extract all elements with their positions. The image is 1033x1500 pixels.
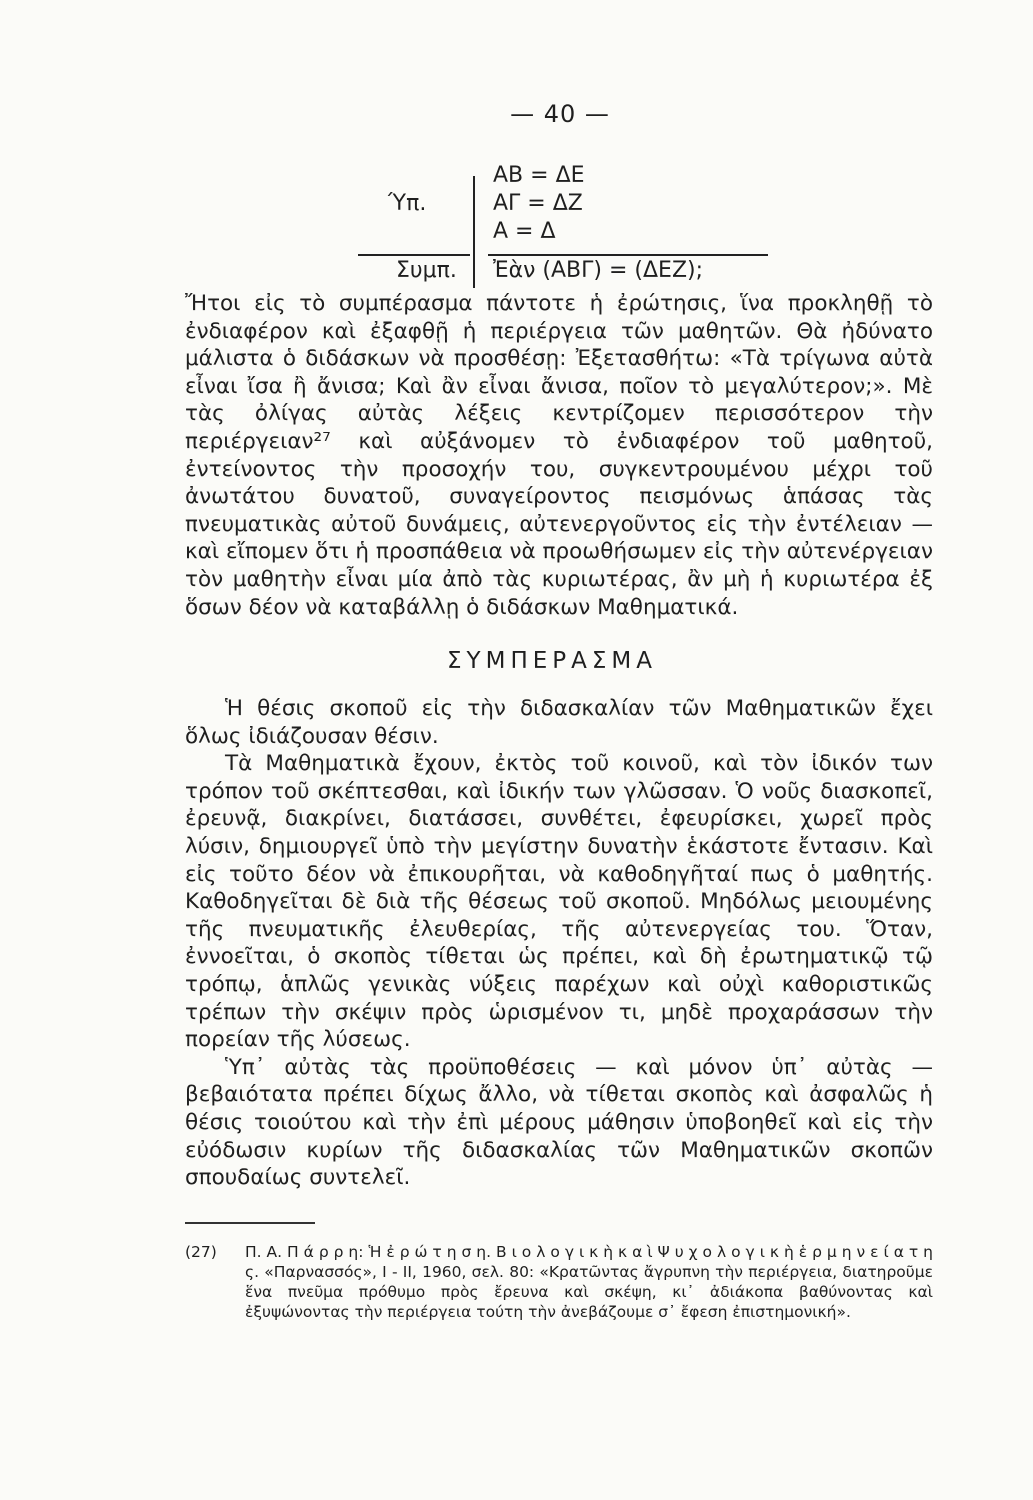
proof-vertical-rule <box>473 176 475 288</box>
conclusion-label: Συμπ. <box>396 258 457 283</box>
conclusion: Ἐὰν (ΑΒΓ) = (ΔΕΖ); <box>493 258 704 283</box>
hypothesis-1: ΑΒ = ΔΕ <box>493 163 585 188</box>
footnote <box>185 1242 933 1322</box>
body-text-lower <box>185 695 933 1192</box>
proof-divider-left <box>358 254 470 256</box>
section-title: ΣΥΜΠΕΡΑΣΜΑ <box>447 648 657 674</box>
body-text-upper <box>185 290 933 621</box>
proof-divider-right <box>488 254 768 256</box>
paragraph-3: Τὰ Μαθηματικὰ ἔχουν, ἐκτὸς τοῦ κοινοῦ, καὶ τὸν ἰδικόν των τρόπον τοῦ σκέπτεσθαι, καὶ ἰδικήν των γλῶσσαν. Ὁ νοῦς διασκοπεῖ, ἐρευνᾷ, διακρίνει, διατάσσει, συνθέτει, ἐφευρίσκει, χωρεῖ πρὸς λύσιν, δημιουργεῖ ὑπὸ τὴν μεγίστην δυνατὴν ἑκάστοτε ἔντασιν. Καὶ εἰς τοῦτο δέον νὰ ἐπικουρῆται, νὰ καθοδηγῆταί πως ὁ μαθητής. Καθοδηγεῖται δὲ διὰ τῆς θέσεως τοῦ σκοποῦ. Μηδόλως μειουμένης τῆς πνευματικῆς ἐλευθερίας, τῆς αὐτενεργείας του. Ὅταν, ἐννοεῖται, ὁ σκοπὸς τίθεται ὡς πρέπει, καὶ δὴ ἐρωτηματικῷ τῷ τρόπῳ, ἁπλῶς γενικὰς νύξεις παρέχων καὶ οὐχὶ καθοριστικῶς τρέπων τὴν σκέψιν πρὸς ὡρισμένον τι, μηδὲ προχαράσσων τὴν πορείαν τῆς λύσεως. <box>185 751 933 1053</box>
proof-table <box>358 158 918 293</box>
page-number: — 40 — <box>510 100 610 128</box>
footnote-number: (27) <box>185 1243 217 1261</box>
hypothesis-2: ΑΓ = ΔΖ <box>493 191 583 216</box>
paragraph-1: Ἤτοι εἰς τὸ συμπέρασμα πάντοτε ἡ ἐρώτησις, ἵνα προκληθῇ τὸ ἐνδιαφέρον καὶ ἐξαφθῇ ἡ περιέργεια τῶν μαθητῶν. Θὰ ἠδύνατο μάλιστα ὁ διδάσκων νὰ προσθέσῃ: Ἐξετασθήτω: «Τὰ τρίγωνα αὐτὰ εἶναι ἴσα ἢ ἄνισα; Καὶ ἂν εἶναι ἄνισα, ποῖον τὸ μεγαλύτερον;». Μὲ τὰς ὀλίγας αὐτὰς λέξεις κεντρίζομεν περισσότερον τὴν περιέργειαν²⁷ καὶ αὐξάνομεν τὸ ἐνδιαφέρον τοῦ μαθητοῦ, ἐντείνοντος τὴν προσοχήν του, συγκεντρουμένου μέχρι τοῦ ἀνωτάτου δυνατοῦ, συναγείροντος πεισμόνως ἁπάσας τὰς πνευματικὰς αὐτοῦ δυνάμεις, αὐτενεργοῦντος εἰς τὴν ἐντέλειαν — καὶ εἴπομεν ὅτι ἡ προσπάθεια νὰ προωθήσωμεν εἰς τὴν αὐτενέργειαν τὸν μαθητὴν εἶναι μία ἀπὸ τὰς κυριωτέρας, ἂν μὴ ἡ κυριωτέρα ἐξ ὅσων δέον νὰ καταβάλλῃ ὁ διδάσκων Μαθηματικά. <box>185 291 933 620</box>
footnote-rule <box>185 1222 315 1224</box>
hypothesis-3: Α = Δ <box>493 219 556 244</box>
paragraph-4: Ὑπ᾽ αὐτὰς τὰς προϋποθέσεις — καὶ μόνον ὑπ᾽ αὐτὰς — βεβαιότατα πρέπει δίχως ἄλλο, νὰ τίθεται σκοπὸς καὶ ἀσφαλῶς ἡ θέσις τοιούτου καὶ τὴν ἐπὶ μέρους μάθησιν ὑποβοηθεῖ καὶ εἰς τὴν εὐόδωσιν κυρίων τῆς διδασκαλίας τῶν Μαθηματικῶν σκοπῶν σπουδαίως συντελεῖ. <box>185 1054 933 1191</box>
paragraph-2: Ἡ θέσις σκοποῦ εἰς τὴν διδασκαλίαν τῶν Μαθηματικῶν ἔχει ὅλως ἰδιάζουσαν θέσιν. <box>185 696 933 749</box>
footnote-text: Π. Α. Π ά ρ ρ η: Ἡ ἐ ρ ώ τ η σ η. Β ι ο λ ο γ ι κ ὴ κ α ὶ Ψ υ χ ο λ ο γ ι κ ὴ ἑ ρ μ η ν ε ί α τ η ς. «Παρνασσός», Ι - ΙΙ, 1960, σελ. 80: «Κρατῶντας ἄγρυπνη τὴν περιέργεια, διατηροῦμε ἕνα πνεῦμα πρόθυμο πρὸς ἔρευνα καὶ σκέψη, κι᾽ ἀδιάκοπα βαθύνοντας καὶ ἐξυψώνοντας τὴν περιέργεια τούτη τὴν ἀνεβάζουμε σ᾽ ἔφεση ἐπιστημονική». <box>245 1243 933 1321</box>
hypothesis-label: Ύπ. <box>388 191 427 216</box>
